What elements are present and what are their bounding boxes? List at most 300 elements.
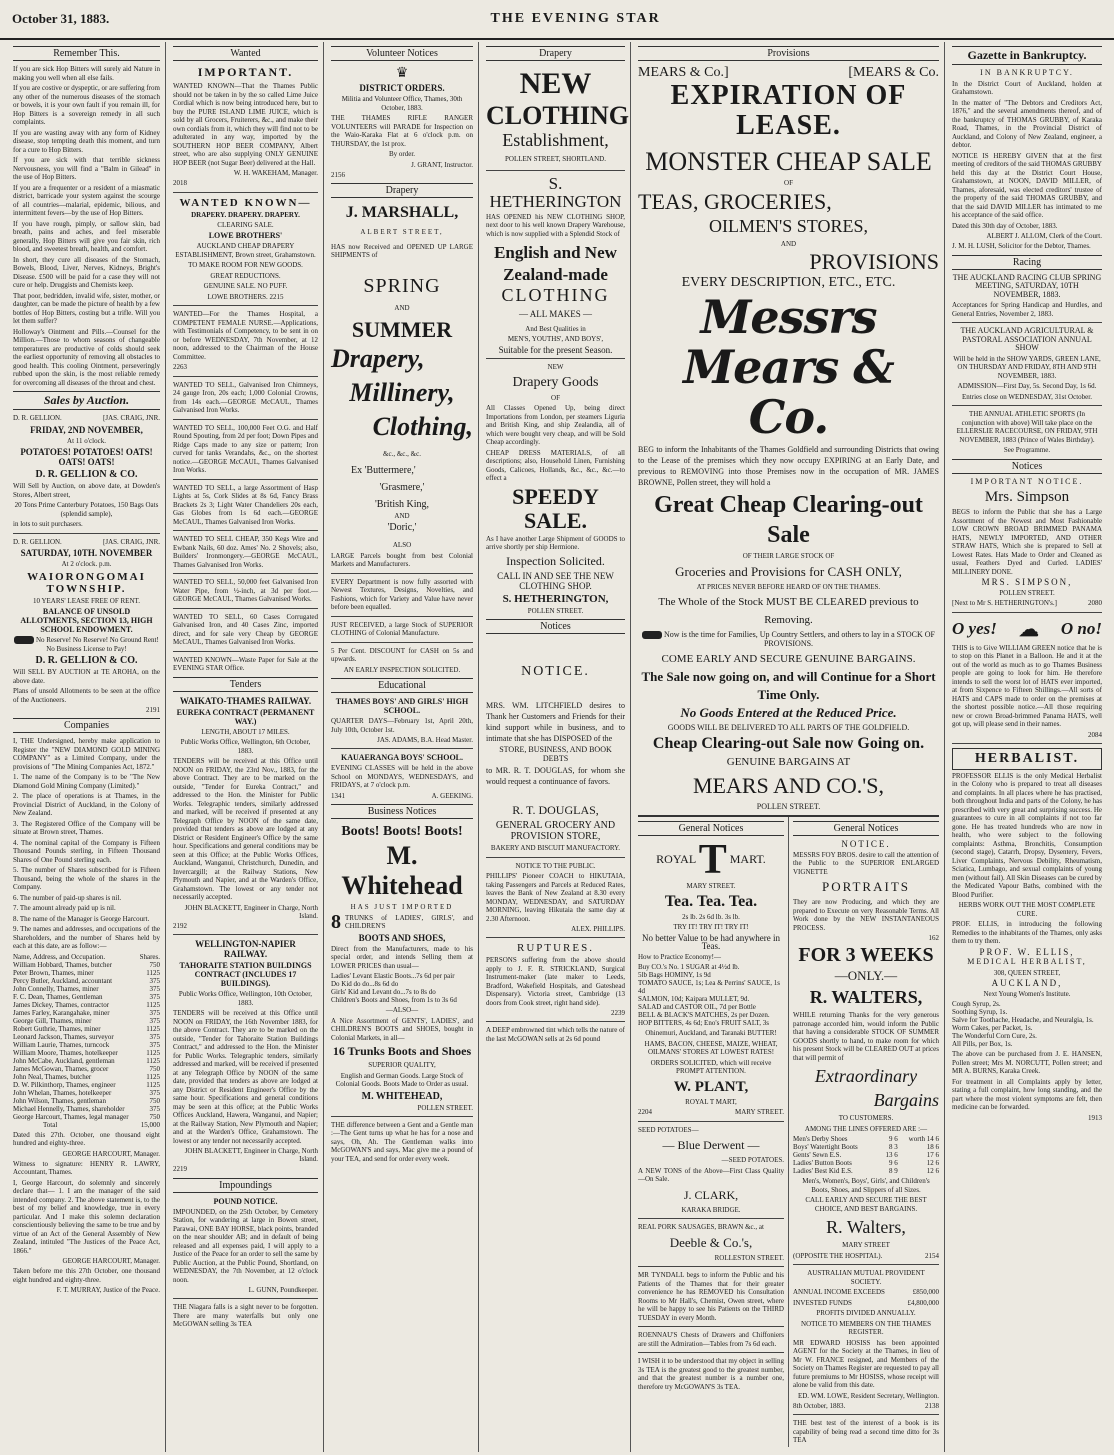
table-row xyxy=(13,993,160,1001)
merchant-name: R. T. DOUGLAS, xyxy=(512,803,599,817)
ad-line: ROYAL T MART, xyxy=(685,1097,737,1106)
section-header: Provisions xyxy=(638,46,939,61)
auction-items: 20 Tons Prime Canterbury Potatoes, 150 Bags Oats (splendid sample), xyxy=(14,501,159,518)
tea-filler: THE best test of the interest of a book is its capability of being read a second time ditto for 3s TEA xyxy=(793,1419,939,1444)
ad-line: EVERY DESCRIPTION, ETC., ETC. xyxy=(681,275,896,290)
merchant-name: PROF. W. ELLIS, xyxy=(979,946,1075,957)
item-name: Ladies' Button Boots xyxy=(793,1159,852,1167)
price-item: SALAD and CASTOR OIL, 7d per Bottle xyxy=(638,1003,756,1011)
ad-body: WANTED TO SELL, 60 Cases Corrugated Galvanised Iron, and 40 Cases Zinc, imported direct, and for sale very Cheap by GEORGE McCAUL, Thames Galvanised Iron Works. xyxy=(173,612,318,646)
auction-text: Will Sell by Auction, on above date, at Dowden's Stores, Albert street, xyxy=(13,482,160,499)
school-name: KAUAERANGA BOYS' SCHOOL. xyxy=(340,753,464,762)
ad-line: GENUINE BARGAINS AT xyxy=(726,755,851,768)
issue-date: October 31, 1883. xyxy=(12,11,110,26)
ad-paragraph: In short, they cure all diseases of the Stomach, Bowels, Blood, Liver, Nerves, Kidneys, Bright's Disease. £500 will be paid for a case they will not cure or help. Druggists and Chemists keep. xyxy=(13,255,160,289)
ad-line: AMONG THE LINES OFFERED ARE :— xyxy=(804,1124,928,1133)
share-count: 375 xyxy=(149,1032,160,1041)
shareholder-name: James McGowan, Thames, grocer xyxy=(13,1064,109,1073)
table-row xyxy=(13,1089,160,1097)
share-count: 1125 xyxy=(146,1048,160,1057)
price-item: Children's Boots and Shoes, from 1s to 3s 6d xyxy=(331,996,457,1004)
column-4 xyxy=(481,42,631,1452)
ad-body: WANTED TO SELL, 100,000 Feet O.G. and Half Round Spouting, from 2d per foot; Down Pipes and Ridge Caps made to any size or pattern; Iron curved for tanks Verandahs, &c., on the shortest notice.—GEORGE McCAUL, Thames Galvanised Iron Works. xyxy=(173,423,318,474)
ad-body: LARGE Parcels bought from best Colonial Markets and Manufacturers. xyxy=(331,551,473,568)
notice-body: PERSONS suffering from the above should apply to J. F. R. STRICKLAND, Surgical Instrument-maker (late maker to Leeds, Bradford, Wakefield Hospitals, and Gateshead Dispensary). Victoria street, Cambridge (13 doors from Cook street, right hand side). xyxy=(486,956,625,1007)
ad-line: The Whole of the Stock MUST BE CLEARED previous to Removing. xyxy=(658,596,919,626)
auction-balance: BALANCE OF UNSOLD ALLOTMENTS, SECTION 13, HIGH SCHOOL ENDOWMENT. xyxy=(20,607,153,634)
ad-paragraph: If you are sick Hop Bitters will surely aid Nature in making you well when all else fails. xyxy=(13,65,160,82)
share-count: 1125 xyxy=(146,968,160,977)
ad-line: Militia and Volunteer Office, Thames, 30th October, 1883. xyxy=(341,95,463,112)
headline-expiration: EXPIRATION OF LEASE. xyxy=(670,80,907,141)
headline-new: NEW xyxy=(519,67,592,100)
auction-header-row xyxy=(13,538,160,547)
tender-office: Public Works Office, Wellington, 6th October, 1883. xyxy=(180,738,311,755)
column-3 xyxy=(326,42,479,1452)
ad-line: —ONLY.— xyxy=(834,968,898,983)
ad-line: TO MAKE ROOM FOR NEW GOODS. xyxy=(188,261,303,269)
share-count: 375 xyxy=(149,1016,160,1025)
ad-line: NOTICE TO MEMBERS ON THE THAMES REGISTER. xyxy=(801,1319,931,1336)
tea-filler: THE difference between a Gent and a Gentle man :—The Gent turns up what he has for a nose and says, Oh, Ah. The Gentleman walks into McGOWAN'S and says, Mac give me a pound of your TEA, and send for order every week. xyxy=(331,1120,473,1163)
declaration: I, George Harcourt, do solemnly and sincerely declare that— 1. I am the manager of the said intended company. 2. The above statement is, to the best of my belief and knowledge, true in every particular. And I make this solemn declaration conscientiously believing the same to be true and by virtue of an Act of the General Assembly of New Zealand, intituled "The Justices of the Peace Act, 1866." xyxy=(13,1178,160,1255)
ad-body: In the District Court of Auckland, holden at Grahamstown. xyxy=(952,79,1102,96)
price-item: Buy CO.'s No. 1 SUGAR at 4½d lb. xyxy=(638,963,740,971)
ad-body: BEGS to inform the Public that she has a Large Assortment of the Newest and Most Fashionable LOW CROWN BROAD BRIMMED PANAMA HATS, NEWLY IMPORTED, AND OTHER STRAW HATS, Which she is prepared to Sell at Lowest Rates. Hats Made to Order and Cleaned as usual, Feathers Dyed and Curled. LADIES' MILLINERY DONE. xyxy=(952,508,1102,576)
ad-line: OF xyxy=(784,179,793,187)
table-row xyxy=(13,1041,160,1049)
signature: F. T. MURRAY, Justice of the Peace. xyxy=(56,1286,160,1294)
ad-line: CALL IN AND SEE THE NEW CLOTHING SHOP. xyxy=(497,570,614,591)
ship-name: Ex 'Buttermere,' xyxy=(351,464,416,476)
ad-number: 2191 xyxy=(146,706,160,714)
headline-clearing-sale: Great Cheap Clearing-out Sale xyxy=(654,492,923,548)
regular-price: 18 6 xyxy=(926,1143,939,1151)
ad-body: MR TYNDALL begs to inform the Public and his Patients of the Thames that for their greater convenience he has REMOVED his Consultation Rooms to Mr Hall's, Chemist, Owen street, where he will be happy to see his Patients on the THIRD TUESDAY in every Month. xyxy=(638,1271,784,1322)
shareholder-name: George Harcourt, Thames, legal manager xyxy=(13,1112,129,1121)
table-row xyxy=(13,1033,160,1041)
table-row xyxy=(13,1001,160,1009)
section-header: Tenders xyxy=(173,677,318,692)
ad-line: CLEARING SALE. xyxy=(217,220,274,229)
share-count: 375 xyxy=(149,1088,160,1097)
shareholder-name: James Dickey, Thames, contractor xyxy=(13,1000,110,1009)
notice-title: IN BANKRUPTCY. xyxy=(980,68,1074,77)
notice-line: STORE, BUSINESS, AND BOOK DEBTS xyxy=(499,745,612,763)
ad-footer: [Next to Mr S. HETHERINGTON's.] 2080 xyxy=(952,599,1102,607)
tea-filler: A DEEP embrowned tint which tells the nature of the last McGOWAN sells at 2s 6d pound xyxy=(486,1026,625,1043)
ad-line: AND xyxy=(780,239,797,248)
oyes-text: O yes! xyxy=(952,619,997,638)
ad-body: NOTICE IS HEREBY GIVEN that at the first meeting of creditors of the said THOMAS GRUBBY held this day at the District Court House, Grahamstown, at NOON, DAVID MILLER, of Thames, aforesaid, was elected creditors' trustee of the property of the said THOMAS GRUBBY, and that the said DAVID MILLER has intimated to me his acceptance of the said office. xyxy=(952,151,1102,219)
registration-clause: 9. The names and addresses, and occupations of the Shareholders, and the number of Shares held by each at this date, are as follow:— xyxy=(13,925,160,950)
price-list xyxy=(638,963,784,1027)
ad-footer: 8th October, 1883. 2138 xyxy=(793,1401,939,1410)
ad-number: 2219 xyxy=(173,1165,187,1173)
price-item: Girls' Kid and Levant do...7s to 8s do xyxy=(331,988,436,996)
auction-goods: POTATOES! POTATOES! OATS! OATS! OATS! xyxy=(20,447,153,467)
tender-body: TENDERS will be received at this Office until NOON on FRIDAY, the 23rd Nov., 1883, for the above Contract. They are to be marked on the outside, "Tender for Eureka Contract," and addressed to the Hon. the Minister for Public Works. Telegraphic tenders, similarly addressed and marked, will be received if presented at any Telegraph Office by NOON of the same date, provided that tenders as above are lodged at any District or Resident Engineer's Office by the same hour. Specifications and general conditions may be seen at this Office; at the Public Works Offices, Auckland, Wanganui, Christchurch, Dunedin, and Invercargill; at the Railway Stations, New Plymouth and Napier, and at the Warden's Office, Grahamstown. The lowest or any tender not necessarily accepted. xyxy=(173,757,318,901)
ad-line: AUCKLAND CHEAP DRAPERY ESTABLISHMENT, Brown street, Grahamstown. xyxy=(175,242,316,259)
ad-body: Direct from the Manufacturers, made to his special order, and intends Selling them at LOWER PRICES than usual— xyxy=(331,944,473,970)
share-count: 1125 xyxy=(146,1080,160,1089)
merchant-name: Mrs. Simpson xyxy=(984,489,1070,505)
auction-date: FRIDAY, 2ND NOVEMBER, xyxy=(30,424,143,435)
table-row xyxy=(13,1113,160,1121)
figure-row: ANNUAL INCOME EXCEEDS £850,000 xyxy=(793,1288,939,1296)
ad-body: WANTED TO SELL, Galvanised Iron Chimneys, 24 gauge Iron, 20s each; 1,000 Colonial Crowns, from 14s each.—GEORGE McCAUL, Thames Galvanised Iron Works. xyxy=(173,380,318,414)
merchant-address: POLLEN STREET. xyxy=(527,606,584,615)
auctioneer: [JAS. CRAIG, JNR. xyxy=(103,414,160,422)
figure-row: INVESTED FUNDS £4,800,000 xyxy=(793,1298,939,1307)
remedy-item: Worm Cakes, per Packet, 1s. xyxy=(952,1024,1033,1032)
also-line: ALSO xyxy=(392,541,412,549)
remedy-item: Soothing Syrup, 1s. xyxy=(952,1008,1008,1016)
ad-line: — ALL MAKES — xyxy=(519,309,592,319)
headline-english: English and New Zealand-made xyxy=(494,243,617,284)
witness-line: Witness to signature: HENRY R. LAWRY, Accountant, Thames. xyxy=(13,1159,160,1176)
ad-line: AN EARLY INSPECTION SOLICITED. xyxy=(343,665,461,674)
remedy-item: The Wonderful Corn Cure, 2s. xyxy=(952,1032,1037,1040)
ad-paragraph: If you are sick with that terrible sickness Nervousness, you will find a "Balm in Gilead" in the use of Hop Bitters. xyxy=(13,156,160,181)
ship-name: 'Grasmere,' xyxy=(379,481,425,493)
ad-number: 2239 xyxy=(611,1009,625,1017)
ad-number: 2192 xyxy=(173,921,187,930)
column-2 xyxy=(168,42,324,1452)
section-header: Sales by Auction. xyxy=(13,391,160,410)
ad-body: All Classes Opened Up, being direct Importations from London, per steamers Liguria and British King, and ship Zealandia, all of which were bought very cheap, and will be Sold Cheap accordingly. xyxy=(486,404,625,446)
ad-body: THIS is to Give WILLIAM GREEN notice that he is to stop on this Planet in a Balloon. He and it at the out of the world as much as to go Thames Business people are going to look for him. He therefore intends to sell the worst lot of HATS ever imported, at from Sixpence to Fifteen Shillings.—All sorts of HATS and CAPS made to order on the premises at the shortest possible notice.—All those requiring new or crown Broad-brimmed Panama HATS, well got up, will please send in their names. xyxy=(952,643,1102,728)
signature: J. M. H. LUSH, Solicitor for the Debtor, Thames. xyxy=(952,242,1091,250)
share-count: 750 xyxy=(149,1096,160,1105)
ad-paragraph: If you are wasting away with any form of Kidney disease, stop tempting death this moment, and turn for a cure to Hop Bitters. xyxy=(13,128,160,154)
ad-line: ORDERS SOLICITED, which will receive PROMPT ATTENTION. xyxy=(650,1058,772,1075)
share-count: 375 xyxy=(149,984,160,993)
ad-number: 2263 xyxy=(173,363,187,371)
auction-place: WAIORONGOMAI TOWNSHIP. xyxy=(27,570,146,595)
ad-line: SUPERIOR QUALITY, xyxy=(368,1061,436,1069)
merchant-address: POLLEN STREET. xyxy=(417,1103,473,1112)
pound-notice-body: IMPOUNDED, on the 25th October, by Cemetery Station, for wandering at large in Bowen street, Parawai, ONE BAY HORSE, black points, branded on the near shoulder AB; and in default of being released and all expenses paid, I will apply to a Justice of the Peace for an order to sell the same by Public Auction, at the Public Pound, Shortland, on WEDNESDAY, the 7th November, at 12 o'clock noon. xyxy=(173,1207,318,1284)
headline-clothing: CLOTHING xyxy=(486,101,630,130)
pointing-hand-icon xyxy=(642,631,662,639)
table-row xyxy=(793,1159,939,1167)
ad-body: Dated this 30th day of October, 1883. xyxy=(952,221,1058,230)
general-notices-right xyxy=(793,817,939,1447)
ad-number: 1913 xyxy=(1088,1113,1102,1122)
section-header: General Notices xyxy=(793,821,939,836)
ad-body: HAS OPENED his NEW CLOTHING SHOP, next door to his well known Drapery Warehouse, which is now supplied with a Splendid Stock of xyxy=(486,212,625,238)
ad-line: BAKERY AND BISCUIT MANUFACTORY. xyxy=(490,844,621,852)
ad-line: ADMISSION—First Day, 5s. Second Day, 1s 6d. xyxy=(957,382,1097,390)
ad-line: No Goods Entered at the Reduced Price. xyxy=(680,705,897,720)
share-count: 1125 xyxy=(146,1072,160,1081)
shareholder-name: D. W. Pilkinthorp, Thames, engineer xyxy=(13,1080,116,1089)
ad-body: For treatment in all Complaints apply by letter, stating a full complaint, how long standing, and the part where the most violent symptoms are felt, then medicine can be forwarded. xyxy=(952,1077,1102,1111)
regular-price: 12 6 xyxy=(926,1167,939,1175)
item-name: Men's Derby Shoes xyxy=(793,1135,848,1143)
ad-line: TRY IT! TRY IT! TRY IT! xyxy=(673,923,749,931)
and-line: AND xyxy=(394,511,410,520)
headline-3-weeks: FOR 3 WEEKS xyxy=(798,944,934,966)
ad-paragraph: If you have rough, pimply, or sallow skin, bad breath, pains and aches, and feel miserable generally, Hop Bitters will give you fair skin, rich blood, and sweetest breath, health, and comfort. xyxy=(13,219,160,253)
ad-line: GENUINE SALE. NO PUFF. xyxy=(203,282,288,290)
shareholder-name: William Hobbard, Thames, butcher xyxy=(13,960,112,969)
ad-line: Now is the time for Families, Up Country Settlers, and others to lay in a STOCK OF PROVISIONS. xyxy=(638,631,939,648)
merchant-address: ROLLESTON STREET. xyxy=(714,1253,784,1262)
shareholder-name: Peter Brown, Thames, miner xyxy=(13,968,94,977)
table-row xyxy=(13,1097,160,1105)
share-count: 375 xyxy=(149,992,160,1001)
ad-number: 2156 xyxy=(331,170,345,179)
column-5 xyxy=(633,42,945,1452)
company-registration xyxy=(13,737,160,951)
share-count: 1125 xyxy=(146,1000,160,1009)
ad-line: See Programme. xyxy=(1003,446,1051,454)
table-row xyxy=(13,1105,160,1113)
ad-body: A NEW TONS of the Above—First Class Quality—On Sale. xyxy=(638,1166,784,1183)
section-header: Gazette in Bankruptcy. xyxy=(952,46,1102,65)
headline-teas: TEAS, GROCERIES, xyxy=(638,188,832,214)
table-row xyxy=(793,1167,939,1175)
headline-provisions: PROVISIONS xyxy=(809,249,939,274)
section-header: Notices xyxy=(952,459,1102,474)
signature: J. GRANT, Instructor. xyxy=(411,160,473,169)
merchant-address: MARY STREET xyxy=(842,1241,890,1249)
sale-price: 8 9 xyxy=(888,1167,898,1175)
merchant-name: W. PLANT, xyxy=(673,1078,749,1095)
ad-paragraph: That poor, bedridden, invalid wife, sister, mother, or daughter, can be made the picture of health by a few bottles of Hop Bitters, costing but a trifle. Will you let them suffer? xyxy=(13,291,160,325)
ad-line: THE AUCKLAND AGRICULTURAL & PASTORAL ASSOCIATION ANNUAL SHOW xyxy=(960,326,1094,352)
ad-line: Cheap Clearing-out Sale now Going on. xyxy=(652,734,925,752)
ad-line: —ALSO— xyxy=(385,1006,419,1014)
shareholder-name: Percy Butler, Auckland, accountant xyxy=(13,976,113,985)
tender-subtitle: TAHORAITE STATION BUILDINGS CONTRACT (INCLUDES 17 BUILDINGS). xyxy=(179,961,312,988)
ad-body: THE THAMES RIFLE RANGER VOLUNTEERS will PARADE for Inspection on the Waio-Karaka Flat at 6 o'clock p.m. on THURSDAY, the 1st prox. xyxy=(331,114,473,148)
shareholder-name: William Laurie, Thames, turncock xyxy=(13,1040,110,1049)
section-header: Remember This. xyxy=(13,46,160,61)
ad-number: 2018 xyxy=(173,179,187,187)
item-name: Gents' Sewn E.S. xyxy=(793,1151,842,1159)
ad-line: Entries close on WEDNESDAY, 31st October. xyxy=(962,392,1092,401)
ad-header-row: MEARS & Co.] [MEARS & Co. xyxy=(638,65,939,80)
table-row xyxy=(13,1073,160,1081)
section-header: General Notices xyxy=(638,821,784,836)
tender-length: LENGTH, ABOUT 17 MILES. xyxy=(201,727,290,736)
auctioneer: [JAS. CRAIG, JNR. xyxy=(103,537,160,546)
auctioneer: D. R. GELLION. xyxy=(13,537,62,546)
headline-tea: Tea. Tea. Tea. xyxy=(664,892,758,910)
price-item: SALMON, 10d; Kaipara MULLET, 9d. xyxy=(638,995,750,1003)
ad-line: COME EARLY AND SECURE GENUINE BARGAINS. xyxy=(661,653,916,665)
ad-number: 2084 xyxy=(1088,730,1102,739)
ad-line: SEED POTATOES— xyxy=(638,1125,699,1134)
shareholder-name: Michael Hennelly, Thames, shareholder xyxy=(13,1104,125,1113)
ad-line: Ohinemuri, Auckland, and Taranaki BUTTER! xyxy=(645,1029,777,1037)
ad-line: By order. xyxy=(388,150,416,158)
remedy-item: All Pills, per Box, 1s. xyxy=(952,1040,1013,1048)
ad-line: Men's, Women's, Boys', Girls', and Children's Boots, Shoes, and Slippers of all Sizes. xyxy=(802,1177,930,1194)
ad-line: NEW xyxy=(547,363,564,371)
ad-body: 5 Per Cent. DISCOUNT for CASH on 5s and upwards. xyxy=(331,646,473,663)
merchant-name: Deeble & Co.'s, xyxy=(669,1234,753,1250)
shareholder-name: John Whelan, Thames, hotelkeeper xyxy=(13,1088,112,1097)
ad-headline: Boots! Boots! Boots! xyxy=(341,824,463,839)
general-notices-left xyxy=(638,817,789,1447)
ad-line: Inspection Solicited. xyxy=(506,553,605,568)
section-header: Impoundings xyxy=(173,1178,318,1193)
registration-clause: 6. The number of paid-up shares is nil. xyxy=(13,893,122,902)
price-item: HOP BITTERS, 4s 6d; Eno's FRUIT SALT, 3s xyxy=(638,1019,769,1027)
section-header: Drapery xyxy=(486,46,625,61)
merchant-name: M. Whitehead xyxy=(341,841,463,900)
signature: JAS. ADAMS, B.A. Head Master. xyxy=(377,736,473,744)
merchant-name: J. CLARK, xyxy=(683,1187,739,1202)
price-item: BELL & BLACK'S MATCHES, 2s per Dozen. xyxy=(638,1011,770,1019)
merchant-address: ALBERT STREET, xyxy=(360,228,444,236)
ad-line: TO CUSTOMERS. xyxy=(838,1114,894,1122)
headline-summer: SUMMER xyxy=(351,317,453,342)
ono-text: O no! xyxy=(1060,619,1102,638)
ad-body: The above can be purchased from J. E. HANSEN, Pollen street; Mrs M. NORCUTT, Pollen street; and MR A. BURNS, Karaka Creek. xyxy=(952,1050,1102,1075)
merchant-name: J. MARSHALL, xyxy=(345,204,459,221)
notice-title: NOTICE. xyxy=(521,664,590,679)
sale-price: 9 6 xyxy=(888,1135,898,1143)
merchant-address: POLLEN STREET. xyxy=(756,801,821,811)
shareholder-name: George Gill, Thames, miner xyxy=(13,1016,92,1025)
headline-monster-sale: MONSTER CHEAP SALE xyxy=(645,147,932,176)
notice-title: NOTICE. xyxy=(841,839,891,849)
headline-clothing: CLOTHING xyxy=(501,285,610,305)
society-title: AUSTRALIAN MUTUAL PROVIDENT SOCIETY. xyxy=(807,1269,925,1286)
ad-body: THE ANNUAL ATHLETIC SPORTS (In conjunction with above) Will take place on the ELLERSLIE RACECOURSE, ON FRIDAY, 9TH NOVEMBER, 1883 (Prince of Wales Birthday). xyxy=(956,410,1098,444)
sale-price: 13 6 xyxy=(885,1151,898,1159)
table-row xyxy=(793,1135,939,1143)
ad-body: QUARTER DAYS—February 1st, April 20th, July 10th, October 1st. xyxy=(331,717,473,734)
price-list xyxy=(331,972,473,1004)
shareholder-name: Leonard Jackson, Thames, surveyor xyxy=(13,1032,114,1041)
ad-body: WANTED—For the Thames Hospital, a COMPETENT FEMALE NURSE.—Applications, with Testimonials of Competency, to be sent in on or before WEDNESDAY, 7th November, at 12 noon, addressed to the Chairman of the House Committee. xyxy=(173,310,318,361)
signature: ALEX. PHILLIPS. xyxy=(571,925,625,933)
shareholder-name: F. C. Dean, Thames, Gentleman xyxy=(13,992,103,1001)
registration-clause: I, THE Undersigned, hereby make application to Register the "NEW DIAMOND GOLD MINING COMPANY" as a Limited Company, under the provisions of "The Mining Companies Act, 1872." xyxy=(13,737,160,771)
masthead xyxy=(0,0,1114,40)
table-row xyxy=(13,977,160,985)
ad-line: 8 TRUNKS of LADIES', GIRLS', and CHILDREN'S xyxy=(331,910,473,933)
ad-body: JUST RECEIVED, a large Stock of SUPERIOR CLOTHING of Colonial Manufacture. xyxy=(331,620,473,637)
headline-clothing: Clothing, xyxy=(372,412,473,441)
balloon-icon: ☁ xyxy=(1018,618,1039,641)
column-1 xyxy=(8,42,166,1452)
ad-line: 308, QUEEN STREET, xyxy=(993,968,1061,977)
merchant-name: S. HETHERINGTON xyxy=(489,173,622,211)
ad-line: MEN'S, YOUTHS', AND BOYS', xyxy=(507,335,604,343)
shareholder-name: Robert Guthrie, Thames, miner xyxy=(13,1024,101,1033)
ad-body: HAS now Received and OPENED UP LARGE SHIPMENTS of xyxy=(331,242,473,259)
pointing-hand-icon xyxy=(14,636,34,644)
ad-body: In the matter of "The Debtors and Creditors Act, 1876," and the several amendments thereof, and of the bankruptcy of THOMAS GRUBBY, of Karaka Road, Thames, in the Provincial District of Auckland, and Colony of New Zealand, engineer, a debtor. xyxy=(952,98,1102,149)
merchant-name: R. Walters, xyxy=(826,1217,906,1237)
ad-line: OF xyxy=(551,393,560,402)
headline-drapery: Drapery, xyxy=(331,344,425,373)
table-row xyxy=(13,1081,160,1089)
table-row xyxy=(13,1065,160,1073)
lower-two-columns xyxy=(638,815,939,1447)
price-item: Ladies' Levant Elastic Boots...7s 6d per pair xyxy=(331,972,455,980)
t-emblem-icon: T xyxy=(698,837,727,883)
ad-footer: (OPPOSITE THE HOSPITAL). 2154 xyxy=(793,1251,939,1260)
notice-title: RUPTURES. xyxy=(517,942,594,954)
regular-price: 12 6 xyxy=(926,1159,939,1167)
merchant-name: S. HETHERINGTON, xyxy=(502,592,609,605)
section-header: Wanted xyxy=(173,46,318,61)
ad-line: HERBS WORK OUT THE MOST COMPLETE CURE. xyxy=(958,901,1096,918)
ad-line: Suitable for the present Season. xyxy=(498,344,613,355)
table-total: Total 15,000 xyxy=(43,1120,160,1129)
share-count: 750 xyxy=(149,1064,160,1073)
dated-line: Dated this 27th. October, one thousand eight hundred and eighty-three. xyxy=(13,1130,160,1147)
ad-footer: 1341 A. GEEKING. xyxy=(331,791,473,800)
registration-clause: 4. The nominal capital of the Company is Fifteen Thousand Pounds sterling, in Fifteen Thousand Shares of One Pound sterling each. xyxy=(13,838,160,864)
notice-title: IMPORTANT NOTICE. xyxy=(970,476,1084,486)
sale-price: 9 6 xyxy=(888,1159,898,1167)
newspaper-title: THE EVENING STAR xyxy=(490,11,661,26)
merchant-name: M. WHITEHEAD, xyxy=(361,1090,443,1102)
ad-body: Will be held in the SHOW YARDS, GREEN LANE, ON THURSDAY AND FRIDAY, 8TH AND 9TH NOVEMBER, 1883. xyxy=(953,354,1101,380)
section-header: Business Notices xyxy=(331,804,473,819)
auction-text: Will SELL BY AUCTION at TE AROHA, on the above date. xyxy=(13,668,160,685)
ad-line: Next Young Women's Institute. xyxy=(983,989,1071,998)
ad-line: LOWE BROTHERS. 2215 xyxy=(207,292,284,301)
shareholder-name: John McCabe, Auckland, gentleman xyxy=(13,1056,115,1065)
auction-time: At 2 o'clock. p.m. xyxy=(61,560,112,568)
headline-mears-co: MEARS AND CO.'S, xyxy=(692,772,884,798)
ad-body: MR EDWARD HOSISS has been appointed AGENT for the Society at the Thames, in lieu of Mr W. FRANCE resigned, and Members of the Society on Thames Register are requested to pay all future premiums to Mr HOSISS, whose receipt will alone be valid from this date. xyxy=(793,1338,939,1389)
headline-oilmen: OILMEN'S STORES, xyxy=(709,215,868,236)
notice-body: MRS. WM. LITCHFIELD desires to Thank her Customers and Friends for their kind support while in business, and to intimate that she has DISPOSED of the xyxy=(486,701,625,743)
ad-line: No better Value to be had anywhere in Teas. xyxy=(641,932,781,951)
regular-price: worth 14 6 xyxy=(908,1135,939,1143)
ad-line: LOWE BROTHERS' xyxy=(208,231,283,240)
table-row xyxy=(793,1151,939,1159)
share-count: 750 xyxy=(149,1112,160,1121)
headline-drapery-goods: Drapery Goods xyxy=(512,374,599,390)
headline-bargains: Bargains xyxy=(873,1090,939,1110)
registration-clause: 7. The amount already paid up is nil. xyxy=(13,904,116,912)
ad-line: 2s lb. 2s 6d lb. 3s lb. xyxy=(682,912,740,921)
regular-price: 17 6 xyxy=(926,1151,939,1159)
table-row xyxy=(13,1009,160,1017)
shareholder-name: John Connelly, Thames, miner xyxy=(13,984,99,993)
ad-body: MESSRS FOY BROS. desire to call the attention of the Public to the SUPERIOR ENLARGED VIGNETTE xyxy=(793,850,939,876)
section-header: Educational xyxy=(331,678,473,693)
shareholder-name: James Farley, Karangahake, miner xyxy=(13,1008,110,1017)
tea-filler: THE Niagara falls is a sight never to be forgotten. There are many waterfalls but only one McGOWAN selling 3s TEA xyxy=(173,1303,318,1328)
ad-footer: 2204 MARY STREET. xyxy=(638,1108,784,1116)
ship-name: 'British King, xyxy=(374,498,430,510)
ad-body: WHILE returning Thanks for the very generous patronage accorded him, would inform the Public that having a considerable STOCK OF SUMMER GOODS shortly to hand, to make room for which his present Stock will be CLEARED OUT at prices that will permit of xyxy=(793,1011,939,1062)
etc-line: &c., &c., &c. xyxy=(383,450,421,458)
taken-line: Taken before me this 27th October, one thousand eight hundred and eighty-three. xyxy=(13,1267,160,1284)
ad-line: 16 Trunks Boots and Shoes xyxy=(332,1044,472,1058)
ad-line: AT PRICES NEVER BEFORE HEARD OF ON THE THAMES. xyxy=(696,582,881,591)
ad-line: AUCKLAND, xyxy=(991,978,1063,988)
signature: JOHN BLACKETT, Engineer in Charge, North Island. xyxy=(184,903,318,920)
ad-line: BOOTS AND SHOES, xyxy=(358,932,446,943)
share-count: 375 xyxy=(149,1040,160,1049)
tea-filler: I WISH it to be understood that my object in selling 3s TEA is the greatest good to the greatest number, and that the greatest number is a number one, therefore try McGOWAN'S 3s TEA. xyxy=(638,1357,784,1391)
ad-line: —SEED POTATOES. xyxy=(721,1156,784,1164)
